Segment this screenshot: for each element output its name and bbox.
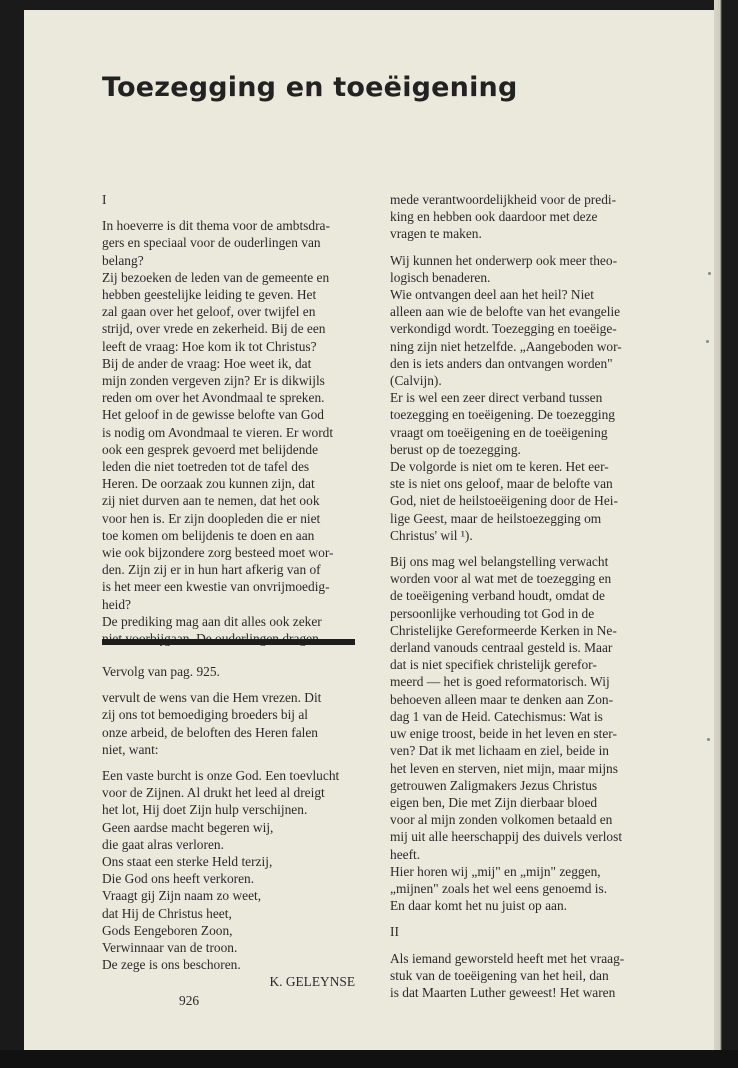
text-line: heid? [102,596,131,612]
article-title: Toezegging en toeëigening [102,72,518,103]
text-line: Bij ons mag wel belangstelling verwacht [390,554,609,570]
margin-speck [708,272,711,275]
text-line: mij uit alle heerschappij des duivels verlost [390,829,623,845]
text-line: De prediking mag aan dit alles ook zeker [102,613,322,629]
spacer [102,758,355,767]
text-line: persoonlijke verhouding tot God in de [390,605,595,621]
text-line: onze arbeid, de beloften des Heren falen [102,724,319,740]
text-line: voor de Zijnen. Al drukt het leed al dreigt [102,785,325,801]
text-line: Christelijke Gereformeerde Kerken in Ne- [390,622,617,638]
spacer [390,544,643,553]
text-line: leeft de vraag: Hoe kom ik tot Christus? [102,338,317,354]
text-line: Verwinnaar van de troon. [102,940,238,956]
margin-speck [706,340,709,343]
text-line: verkondigd wordt. Toezegging en toeëige- [390,321,617,337]
text-line: berust op de toezegging. [390,441,521,457]
text-line: die gaat alras verloren. [102,836,224,852]
text-line: In hoeverre is dit thema voor de ambtsdra- [102,218,330,234]
text-line: Het geloof in de gewisse belofte van God [102,407,324,423]
text-line: stuk van de toeëigening van het heil, dan [390,967,609,983]
text-line: uw enige troost, beide in het leven en ster- [390,726,617,742]
text-line: worden voor al wat met de toezegging en [390,571,612,587]
document-page [24,10,714,1050]
text-line: Die God ons heeft verkoren. [102,871,255,887]
text-line: ning zijn niet hetzelfde. „Aangeboden wor- [390,338,622,354]
text-line: Hier horen wij „mij" en „mijn" zeggen, [390,863,601,879]
page-edge [714,0,738,1068]
scan-border [0,1050,738,1068]
text-line: het lot, Hij doet Zijn hulp verschijnen. [102,802,308,818]
text-line: toezegging en toeëigening. De toezegging [390,407,615,423]
paragraph-4 [390,950,643,1002]
spacer [102,208,355,217]
text-line: zij ons tot bemoediging broeders bij al [102,707,309,723]
text-line: Geen aardse macht begeren wij, [102,819,274,835]
text-line: voor al mijn zonden volkomen betaald en [390,812,613,828]
author-signature: K. GELEYNSE [269,974,355,990]
section-number-1: I [102,192,107,207]
text-line: dat is niet specifiek christelijk gerefor- [390,657,597,673]
text-line: ste is niet ons geloof, maar de belofte van [390,476,613,492]
paragraph-2 [390,252,643,544]
text-line: wie ook bijzondere zorg besteed moet wor- [102,545,334,561]
text-line: lige Geest, maar de heilstoezegging om [390,510,602,526]
text-line: mede verantwoordelijkheid voor de predi- [390,192,617,207]
text-line: En daar komt het nu juist op aan. [390,898,568,914]
text-line: hebben geestelijke leiding te geven. Het [102,287,317,303]
text-line: gers en speciaal voor de ouderlingen van [102,235,321,251]
text-line: den. Zijn zij er in hun hart afkerig van of [102,562,321,578]
text-line: logisch benaderen. [390,269,491,285]
left-column-bottom [102,663,355,991]
text-line: De volgorde is niet om te keren. Het eer- [390,459,609,475]
text-line: Er is wel een zeer direct verband tussen [390,390,603,406]
text-line: zal gaan over het geloof, over twijfel en [102,304,316,320]
text-line: alleen aan wie de belofte van het evangelie [390,304,621,320]
text-line: (Calvijn). [390,373,442,389]
text-line: leden die niet toetreden tot de tafel des [102,459,310,475]
text-line: derland vanouds centraal gesteld is. Maar [390,640,613,656]
text-line: Gods Eengeboren Zoon, [102,922,233,938]
text-line: mijn zonden vergeven zijn? Er is dikwijls [102,373,325,389]
spacer [102,680,355,689]
text-line: is nodig om Avondmaal te vieren. Er wordt [102,424,334,440]
text-line: meerd — het is goed reformatorisch. Wij [390,674,610,690]
intro-paragraph [102,217,355,269]
section-divider [102,639,355,645]
text-line: zij niet durven aan te nemen, dat het ook [102,493,320,509]
text-line: niet, want: [102,741,159,757]
text-line: is dat Maarten Luther geweest! Het waren [390,984,616,1000]
text-line: Wij kunnen het onderwerp ook meer theo- [390,252,618,268]
paragraph-1 [390,191,643,243]
continuation-label: Vervolg van pag. 925. [102,664,220,679]
page-number: 926 [179,993,200,1008]
body-paragraph [102,269,355,647]
text-line: Een vaste burcht is onze God. Een toevlucht [102,768,340,784]
text-line: Ons staat een sterke Held terzij, [102,854,273,870]
text-line: behoeven alleen maar te denken aan Zon- [390,691,614,707]
spacer [390,243,643,252]
text-line: vraagt om toeëigening en de toeëigening [390,424,608,440]
paragraph-3 [390,553,643,914]
text-line: getrouwen Zaligmakers Jezus Christus [390,777,598,793]
text-line: ook een gesprek gevoerd met belijdende [102,441,319,457]
text-line: strijd, over vrede en zekerheid. Bij de een [102,321,326,337]
text-line: den is iets anders dan ontvangen worden" [390,355,613,371]
text-line: „mijnen" zoals het wel eens genoemd is. [390,880,608,896]
text-line: Als iemand geworsteld heeft met het vraag- [390,950,625,966]
text-line: king en hebben ook daardoor met deze [390,209,598,225]
right-column [390,191,643,1001]
text-line: toe komen om belijdenis te doen en aan [102,527,315,543]
continuation-paragraph [102,689,355,758]
text-line: dat Hij de Christus heet, [102,905,232,921]
section-number-2: II [390,924,399,940]
text-line: vragen te maken. [390,226,482,242]
text-line: reden om over het Avondmaal te spreken. [102,390,325,406]
text-line: het leven en sterven, niet mijn, maar mijns [390,760,618,776]
text-line: Vraagt gij Zijn naam zo weet, [102,888,262,904]
text-line: vervult de wens van die Hem vrezen. Dit [102,690,322,706]
text-line: De zege is ons beschoren. [102,957,241,973]
text-line: ven? Dat ik met lichaam en ziel, beide in [390,743,609,759]
text-line: God, niet de heilstoeëigening door de Hei- [390,493,618,509]
spacer [390,941,643,950]
text-line: is het meer een kwestie van onvrijmoedig- [102,579,330,595]
text-line: eigen ben, Die met Zijn dierbaar bloed [390,794,598,810]
text-line: dag 1 van de Heid. Catechismus: Wat is [390,708,603,724]
text-line: voor hen is. Er zijn doopleden die er niet [102,510,321,526]
text-line: Heren. De oorzaak zou kunnen zijn, dat [102,476,315,492]
text-line: Wie ontvangen deel aan het heil? Niet [390,287,594,303]
margin-speck [707,738,710,741]
left-column-top [102,191,355,647]
text-line: Christus' wil ¹). [390,527,473,543]
text-line: belang? [102,252,144,268]
text-line: Zij bezoeken de leden van de gemeente en [102,269,330,285]
text-line: Bij de ander de vraag: Hoe weet ik, dat [102,355,312,371]
spacer [390,914,643,923]
text-line: heeft. [390,846,421,862]
text-line: de toeëigening verband houdt, omdat de [390,588,605,604]
hymn-quote [102,767,355,973]
